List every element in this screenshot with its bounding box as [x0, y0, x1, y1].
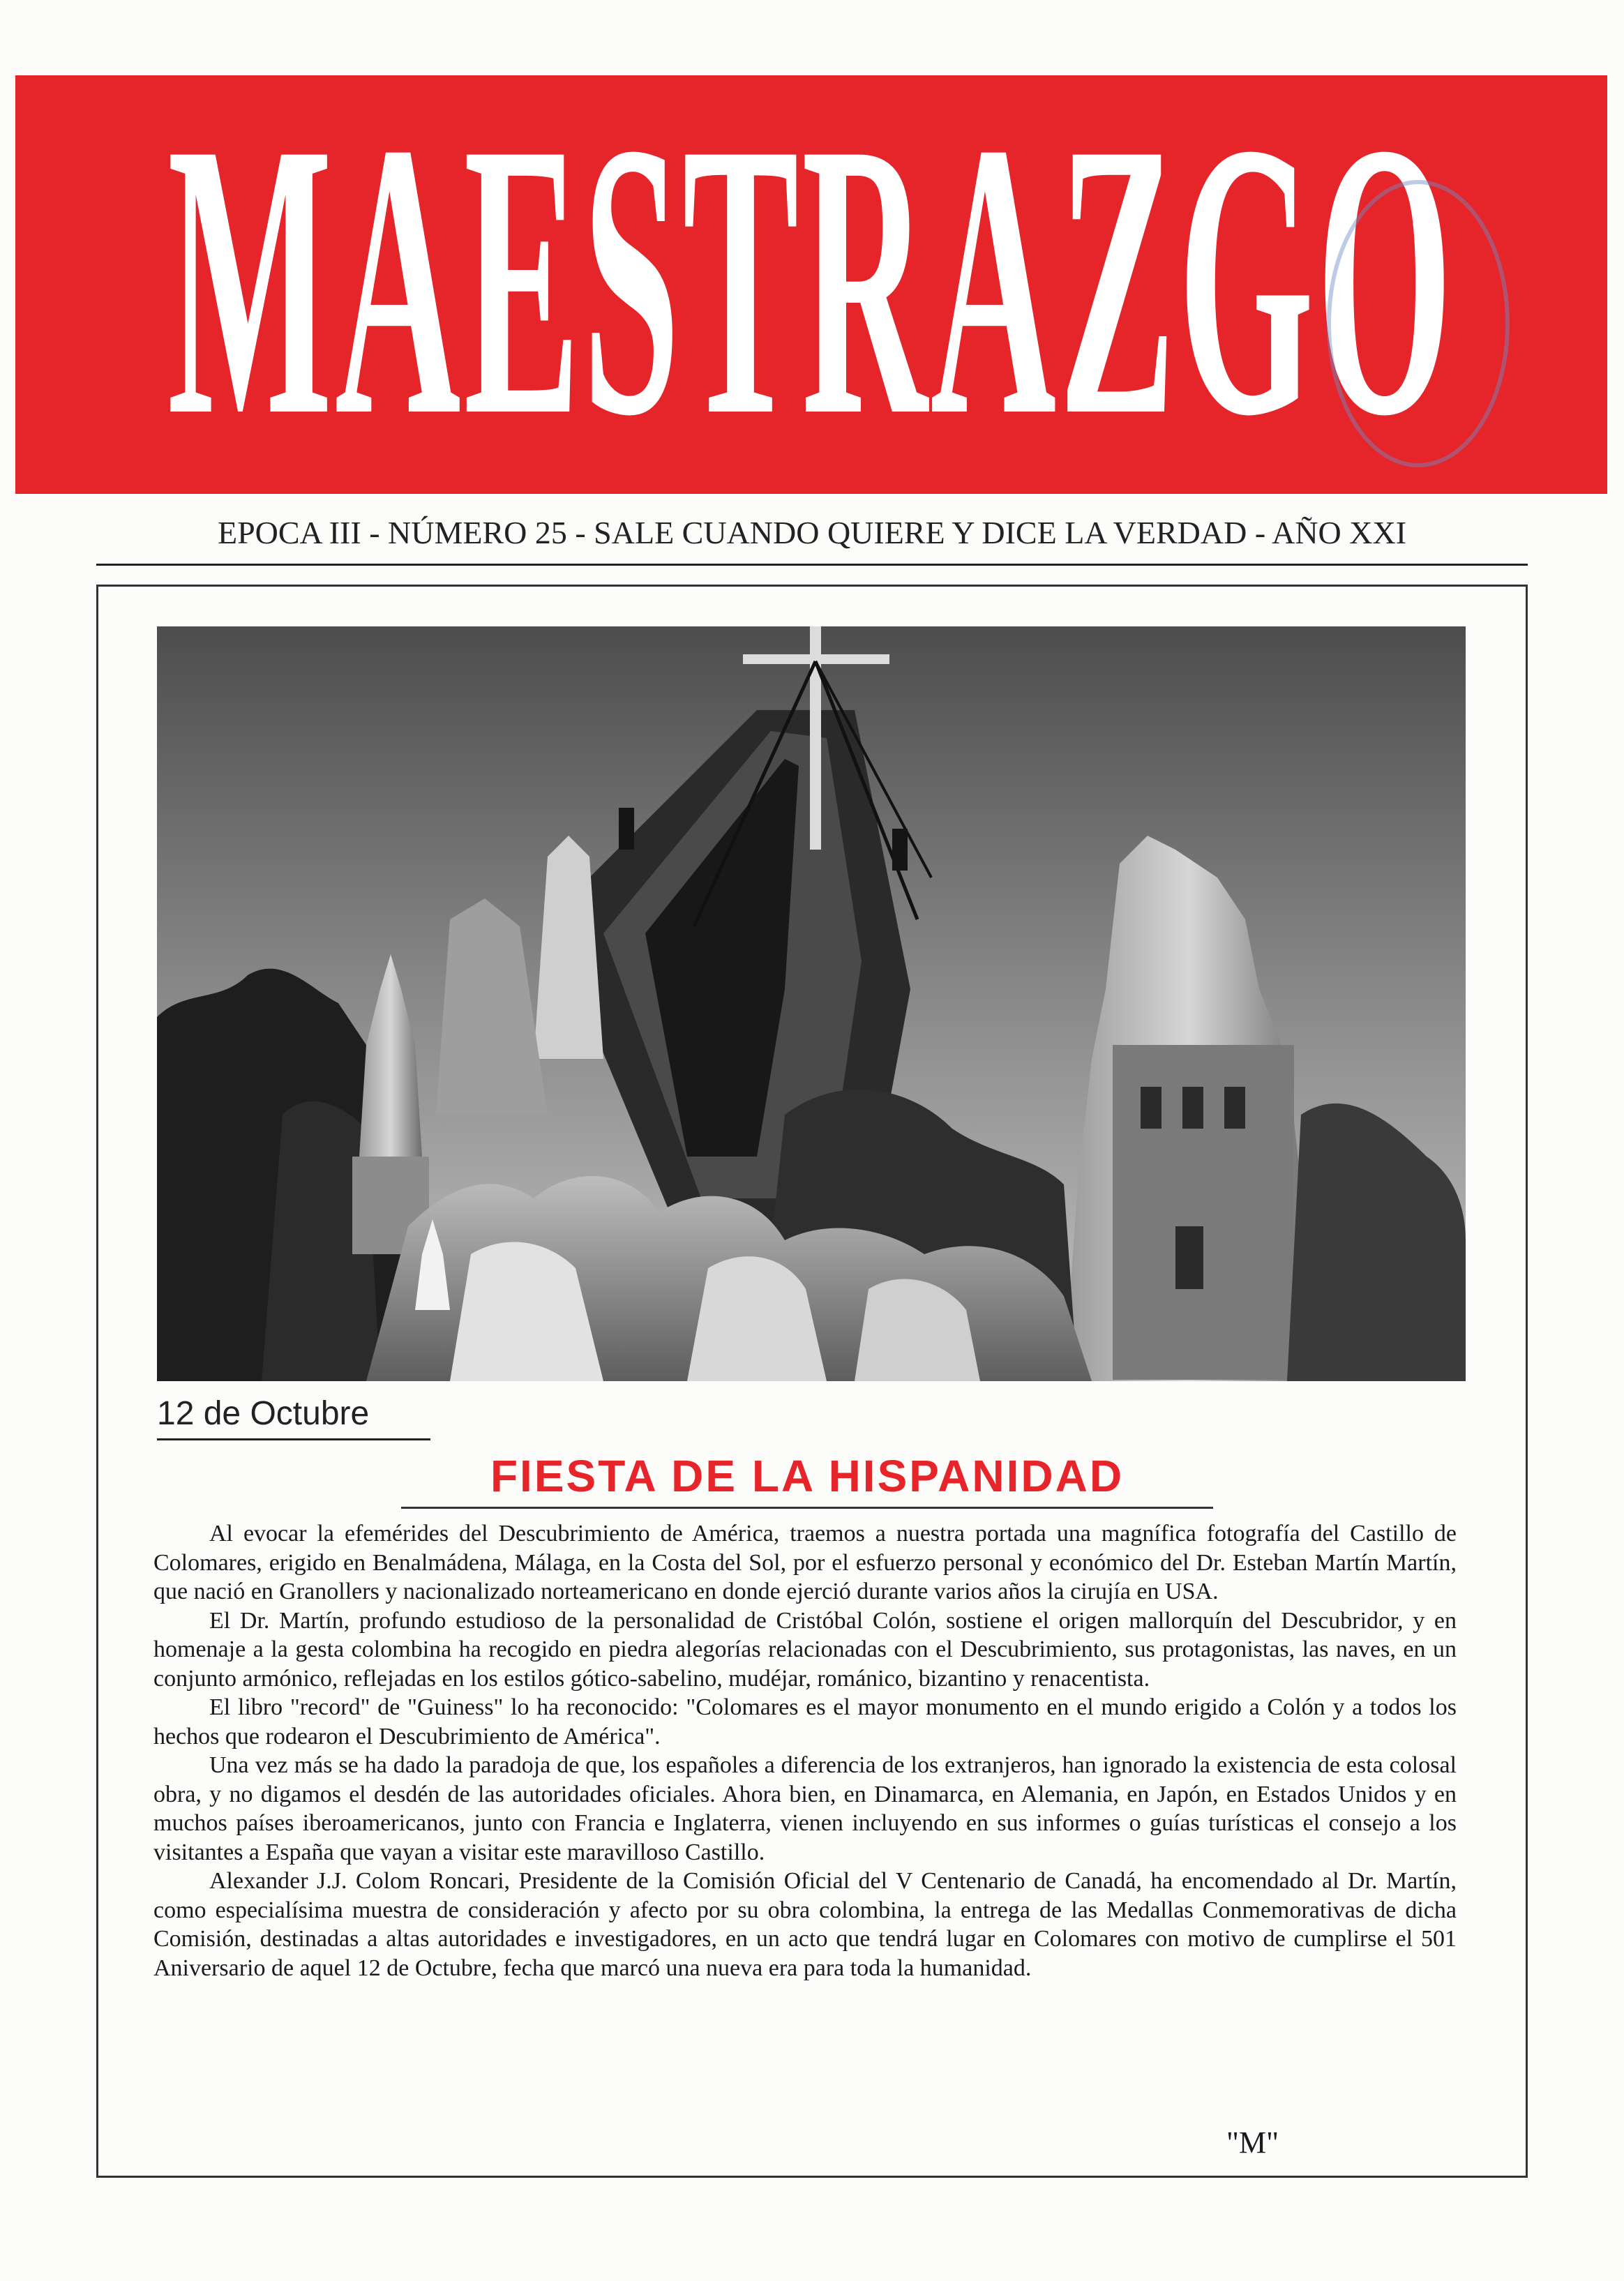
cover-photo — [157, 626, 1466, 1381]
article-paragraph: El libro "record" de "Guiness" lo ha reconocido: "Colomares es el mayor monumento en el mundo erigido a Colón y a todos los hechos que rodearon el Descubrimiento de América". — [153, 1694, 1457, 1749]
issue-subheader: EPOCA III - NÚMERO 25 - SALE CUANDO QUIERE Y DICE LA VERDAD - AÑO XXI — [217, 515, 1407, 550]
article-paragraph: El Dr. Martín, profundo estudioso de la personalidad de Cristóbal Colón, sostiene el origen mallorquín del Descubridor, y en homenaje a la gesta colombina ha recogido en piedra alegorías relacionadas con el Descubrimiento, sus protagonistas, las naves, en un conjunto armónico, reflejadas en los estilos gótico-sabelino, mudéjar, románico, bizantino y renacentista. — [153, 1607, 1457, 1692]
article-body — [153, 1519, 1457, 1982]
masthead-banner — [15, 75, 1607, 494]
headline-rule — [401, 1507, 1213, 1509]
article-headline: FIESTA DE LA HISPANIDAD — [490, 1451, 1125, 1501]
subheader-rule — [96, 564, 1528, 566]
article-paragraph: Alexander J.J. Colom Roncari, Presidente de la Comisión Oficial del V Centenario de Canadá, ha encomendado al Dr. Martín, como especialísima muestra de consideración y afecto por su obra colombina, la entrega de las Medallas Conmemorativas de dicha Comisión, destinadas a altas autoridades e investigadores, en un acto que tendrá lugar en Colomares con motivo de cumplirse el 501 Aniversario de aquel 12 de Octubre, fecha que marcó una nueva era para toda la humanidad. — [153, 1868, 1457, 1981]
masthead-title: MAESTRAZGO — [167, 75, 1455, 494]
kicker-rule — [157, 1438, 430, 1440]
library-stamp-icon — [1327, 180, 1510, 467]
article-paragraph: Una vez más se ha dado la paradoja de que, los españoles a diferencia de los extranjeros, han ignorado la existencia de esta colosal obra, y no digamos el desdén de las autoridades oficiales. Ahora bien, en Dinamarca, en Alemania, en Japón, en Estados Unidos y en muchos países iberoamericanos, junto con Francia e Inglaterra, vienen incluyendo en sus informes o guías turísticas el consejo a los visitantes a España que vayan a visitar este maravilloso Castillo. — [153, 1752, 1457, 1865]
article-signature: "M" — [1226, 2125, 1279, 2160]
article-kicker: 12 de Octubre — [157, 1395, 370, 1432]
article-paragraph: Al evocar la efemérides del Descubrimiento de América, traemos a nuestra portada una magnífica fotografía del Castillo de Colomares, erigido en Benalmádena, Málaga, en la Costa del Sol, por el esfuerzo personal y económico del Dr. Esteban Martín Martín, que nació en Granollers y nacionalizado norteamericano en donde ejerció durante varios años la cirujía en USA. — [153, 1521, 1457, 1604]
